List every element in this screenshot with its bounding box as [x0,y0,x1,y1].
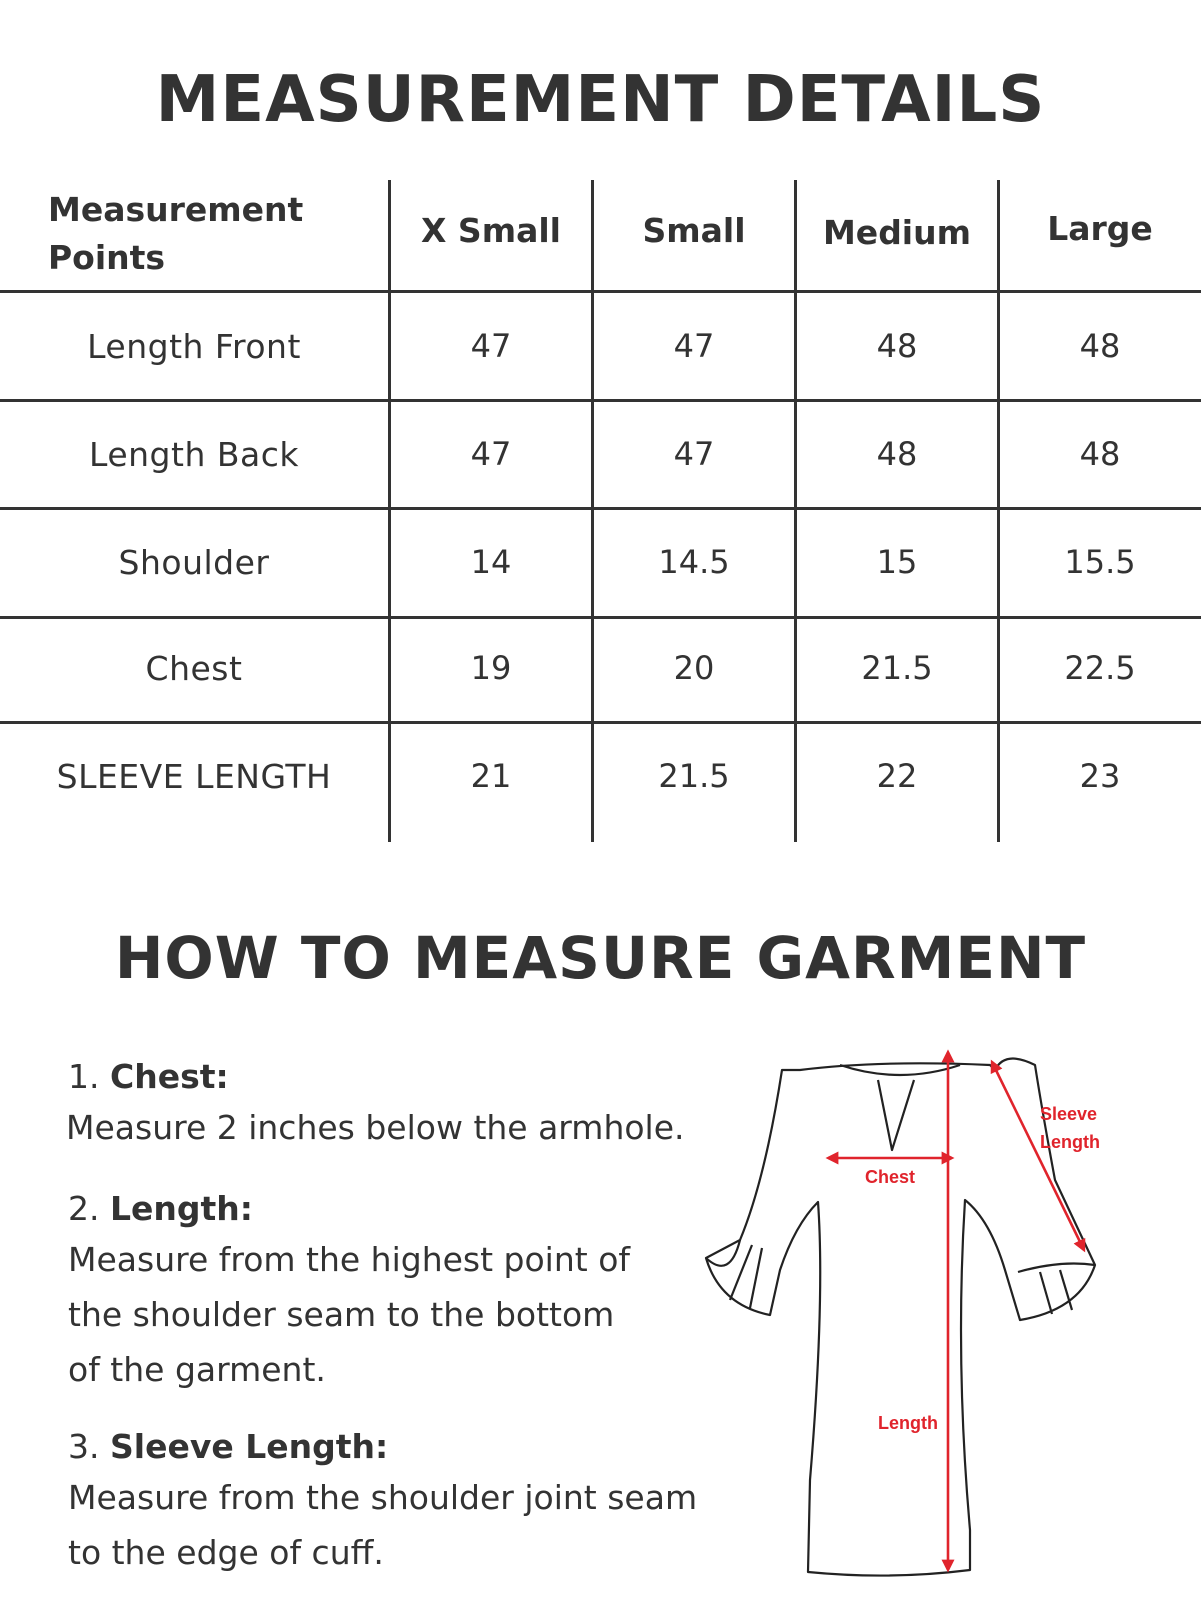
table-cell: 48 [1079,327,1121,365]
step-sleeve-length [68,1424,748,1580]
step-title: Chest: [110,1057,229,1096]
step-title: Length: [110,1189,253,1228]
table-cell: 22 [876,757,918,795]
table-cell: 48 [1079,435,1121,473]
row-label: Length Back [89,434,299,474]
row-label: Shoulder [118,542,270,582]
page-title: MEASUREMENT DETAILS [155,63,1046,137]
step-text: Measure 2 inches below the armhole. [66,1108,685,1147]
step-heading [68,1186,748,1232]
table-header-size: X Small [421,210,561,250]
step-chest [68,1054,748,1155]
step-title: Sleeve Length: [110,1427,389,1466]
step-number: 3. [68,1427,100,1466]
table-cell: 22.5 [1064,649,1136,687]
step-length [68,1186,748,1397]
table-divider [0,721,1201,724]
step-text: Measure from the highest point of [68,1240,630,1279]
step-heading [68,1424,748,1470]
chest-label: Chest [864,1167,916,1187]
section-title: HOW TO MEASURE GARMENT [114,924,1087,992]
sleeve-label-line2: Length [1040,1132,1100,1152]
table-cell: 21.5 [861,649,933,687]
table-header-points [48,182,368,286]
length-label: Length [878,1413,938,1433]
garment-diagram [700,1040,1140,1580]
table-cell: 14.5 [658,543,730,581]
table-cell: 21.5 [658,757,730,795]
table-divider [0,507,1201,510]
row-label: Chest [145,648,243,688]
table-cell: 23 [1079,757,1121,795]
step-text: of the garment. [68,1350,326,1389]
step-heading [68,1054,748,1100]
table-cell: 14 [470,543,512,581]
table-header-size: Medium [822,212,972,252]
table-divider [0,399,1201,402]
row-label: Length Front [87,326,301,366]
sleeve-label-line1: Sleeve [1040,1104,1098,1124]
step-text: Measure from the shoulder joint seam [68,1478,698,1517]
table-cell: 15.5 [1064,543,1136,581]
table-cell: 21 [470,757,512,795]
table-header-size: Large [1047,208,1153,248]
header-points-line1: Measurement [48,190,304,229]
step-number: 1. [68,1057,100,1096]
table-cell: 15 [876,543,918,581]
table-cell: 20 [673,649,715,687]
step-text: the shoulder seam to the bottom [68,1295,615,1334]
table-cell: 47 [470,327,512,365]
row-label: SLEEVE LENGTH [56,756,332,796]
table-cell: 47 [673,327,715,365]
dress-outline [706,1059,1098,1576]
table-cell: 48 [876,327,918,365]
table-header-size: Small [642,210,746,250]
table-cell: 19 [470,649,512,687]
table-cell: 47 [470,435,512,473]
header-points-line2: Points [48,238,166,277]
step-number: 2. [68,1189,100,1228]
table-divider [0,290,1201,293]
step-text: to the edge of cuff. [68,1533,384,1572]
table-cell: 48 [876,435,918,473]
table-cell: 47 [673,435,715,473]
